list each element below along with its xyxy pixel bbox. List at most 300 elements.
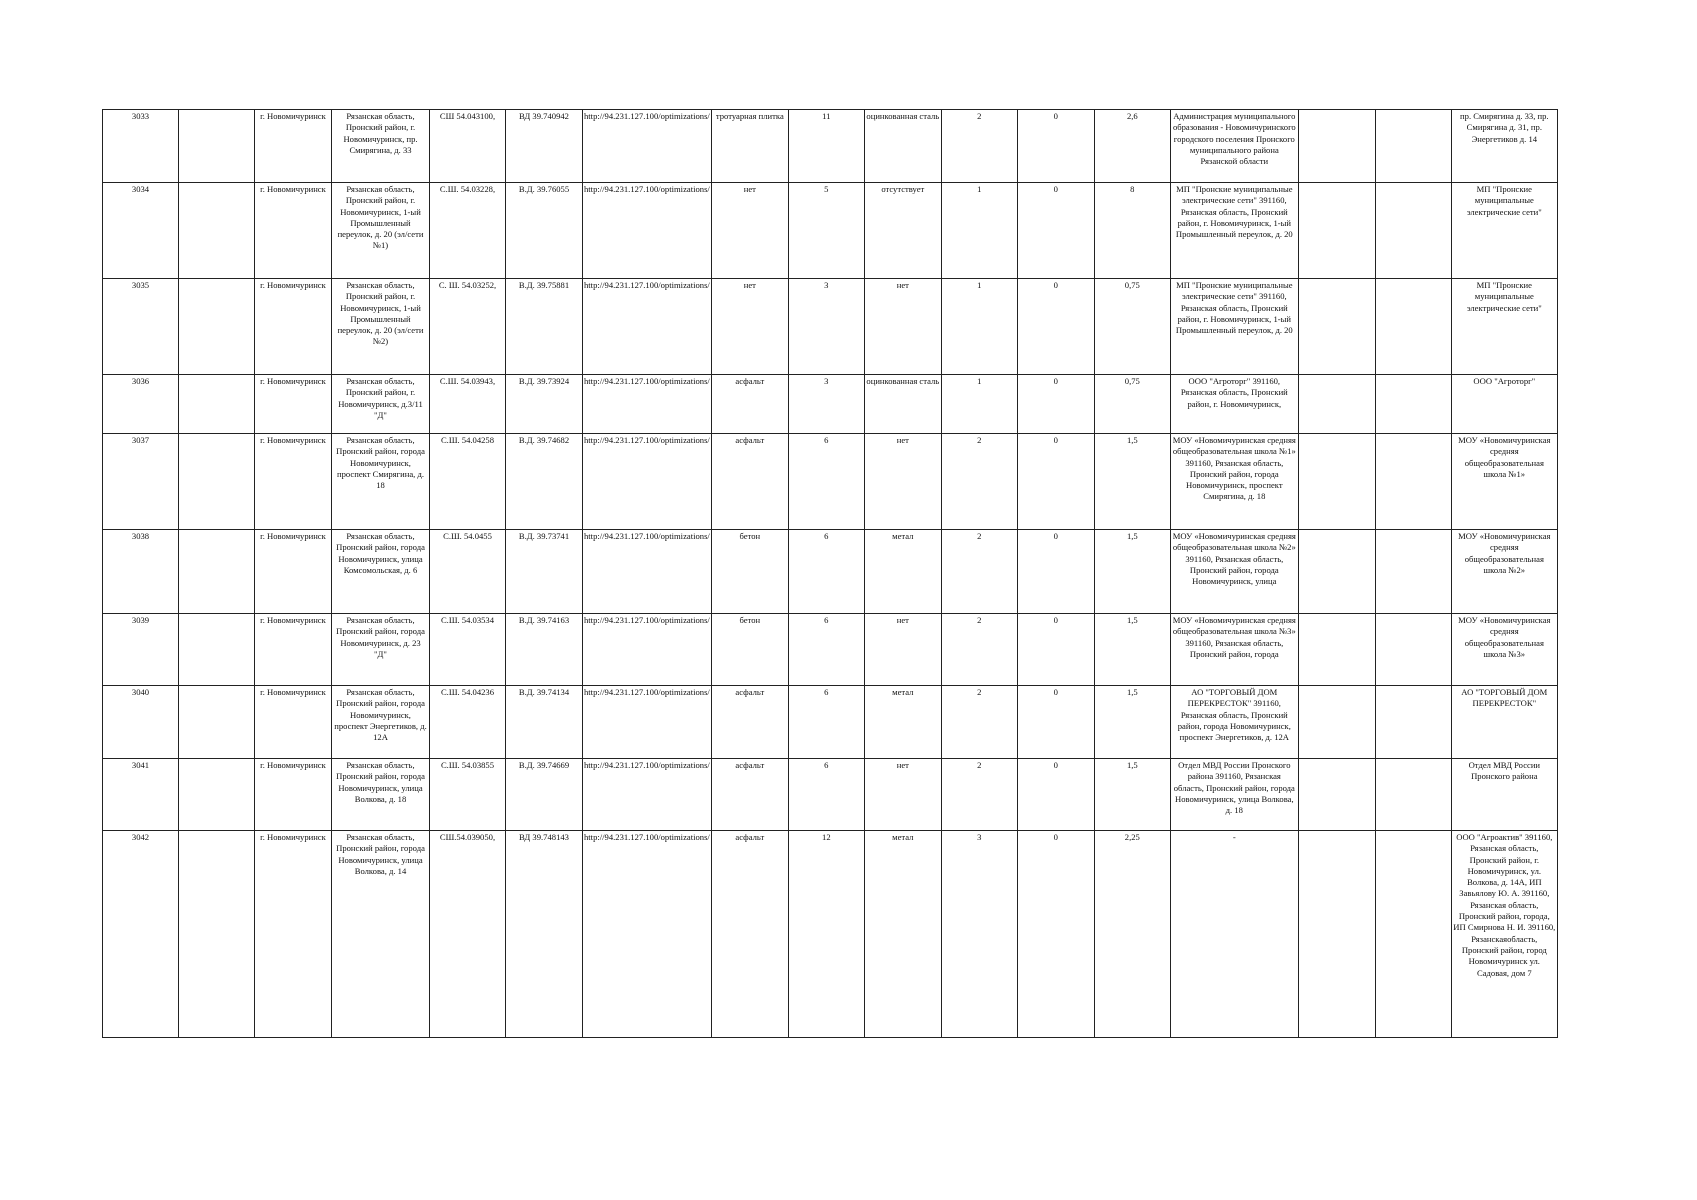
container-count-cell <box>941 183 1017 279</box>
blank-cell <box>1298 110 1375 183</box>
table-row <box>103 375 1558 434</box>
sources-cell <box>1451 530 1557 614</box>
address-cell <box>332 614 430 686</box>
address-cell <box>332 279 430 375</box>
city-cell-text: г. Новомичуринск <box>260 531 326 541</box>
owner-cell <box>1170 110 1298 183</box>
row-number-text: 3038 <box>131 531 150 541</box>
fence-cell-text: нет <box>896 280 909 290</box>
url-cell-text: http://94.231.127.100/optimizations/ <box>584 687 710 697</box>
address-cell-text: Рязанская область, Пронский район, города Новомичуринск, д. 23 "Д" <box>336 615 425 659</box>
latitude-cell-text: С.Ш. 54.03228, <box>439 184 496 194</box>
container-count-cell-text: 2 <box>977 531 982 541</box>
latitude-cell <box>430 759 506 831</box>
owner-cell <box>1170 434 1298 530</box>
city-cell-text: г. Новомичуринск <box>260 615 326 625</box>
sources-cell-text: МП "Пронские муниципальные электрические сети" <box>1466 184 1542 217</box>
volume-cell <box>1094 183 1170 279</box>
owner-cell <box>1170 183 1298 279</box>
volume-cell-text: 1,5 <box>1126 435 1138 445</box>
blank-cell <box>1298 530 1375 614</box>
planned-count-cell <box>1017 375 1094 434</box>
sources-cell-text: АО "ТОРГОВЫЙ ДОМ ПЕРЕКРЕСТОК" <box>1461 687 1548 709</box>
row-number <box>103 110 179 183</box>
sources-cell-text: МОУ «Новомичуринская средняя общеобразовательная школа №1» <box>1458 435 1551 479</box>
area-cell <box>788 279 864 375</box>
address-cell <box>332 183 430 279</box>
blank-cell <box>1375 831 1451 1038</box>
area-cell-text: 6 <box>824 615 829 625</box>
address-cell-text: Рязанская область, Пронский район, г. Новомичуринск, пр. Смирягина, д. 33 <box>343 111 418 155</box>
planned-count-cell-text: 0 <box>1053 184 1058 194</box>
latitude-cell <box>430 686 506 759</box>
container-count-cell-text: 1 <box>977 184 982 194</box>
city-cell-text: г. Новомичуринск <box>260 687 326 697</box>
surface-cell-text: асфальт <box>735 435 765 445</box>
row-number-text: 3033 <box>131 111 150 121</box>
address-cell-text: Рязанская область, Пронский район, города Новомичуринск, проспект Смирягина, д. 18 <box>336 435 425 491</box>
row-number-text: 3040 <box>131 687 150 697</box>
city-cell-text: г. Новомичуринск <box>260 280 326 290</box>
address-cell-text: Рязанская область, Пронский район, г. Новомичуринск, 1-ый Промышленный переулок, д. 20 (эл/сети №1) <box>337 184 424 251</box>
row-number-text: 3037 <box>131 435 150 445</box>
table-row <box>103 614 1558 686</box>
owner-cell <box>1170 686 1298 759</box>
latitude-cell <box>430 434 506 530</box>
address-cell-text: Рязанская область, Пронский район, г. Новомичуринск, д.3/11 "Д" <box>338 376 423 420</box>
surface-cell <box>711 279 788 375</box>
owner-cell-text: МП "Пронские муниципальные электрические сети" 391160, Рязанская область, Пронский район, г. Новомичуринск, 1-ый Промышленный переулок, д. 20 <box>1175 184 1293 240</box>
planned-count-cell <box>1017 110 1094 183</box>
blank-cell <box>179 434 255 530</box>
blank-cell <box>1298 434 1375 530</box>
address-cell <box>332 375 430 434</box>
surface-cell-text: асфальт <box>735 687 765 697</box>
container-count-cell <box>941 759 1017 831</box>
owner-cell <box>1170 759 1298 831</box>
city-cell <box>255 110 332 183</box>
city-cell <box>255 614 332 686</box>
url-cell <box>583 614 712 686</box>
longitude-cell-text: В.Д. 39.75881 <box>518 280 570 290</box>
fence-cell <box>864 110 941 183</box>
sources-cell-text: ООО "Агроактив" 391160, Рязанская область, Пронский район, г. Новомичуринск, ул. Волкова, д. 14А, ИП Завьялову Ю. А. 391160, Рязанская область, Пронский район, города, ИП Смирнова Н. И. 391160, Рязанскаяобласть, Пронский район, город Новомичуринск ул. Садовая, дом 7 <box>1453 832 1556 978</box>
fence-cell-text: нет <box>896 760 909 770</box>
latitude-cell-text: С.Ш. 54.03943, <box>439 376 496 386</box>
fence-cell-text: метал <box>892 531 914 541</box>
sources-cell <box>1451 279 1557 375</box>
url-cell <box>583 375 712 434</box>
row-number <box>103 831 179 1038</box>
volume-cell-text: 1,5 <box>1126 531 1138 541</box>
latitude-cell <box>430 530 506 614</box>
url-cell <box>583 434 712 530</box>
sources-cell-text: ООО "Агроторг" <box>1473 376 1536 386</box>
city-cell-text: г. Новомичуринск <box>260 760 326 770</box>
longitude-cell <box>506 759 583 831</box>
fence-cell <box>864 759 941 831</box>
area-cell <box>788 530 864 614</box>
container-count-cell-text: 1 <box>977 280 982 290</box>
sources-cell-text: МОУ «Новомичуринская средняя общеобразовательная школа №3» <box>1458 615 1551 659</box>
latitude-cell-text: С. Ш. 54.03252, <box>438 280 497 290</box>
city-cell <box>255 530 332 614</box>
surface-cell-text: нет <box>743 280 756 290</box>
owner-cell <box>1170 831 1298 1038</box>
owner-cell <box>1170 530 1298 614</box>
fence-cell <box>864 434 941 530</box>
url-cell-text: http://94.231.127.100/optimizations/ <box>584 531 710 541</box>
address-cell <box>332 434 430 530</box>
planned-count-cell <box>1017 279 1094 375</box>
blank-cell <box>179 279 255 375</box>
fence-cell <box>864 279 941 375</box>
url-cell <box>583 686 712 759</box>
container-count-cell-text: 2 <box>977 111 982 121</box>
container-count-cell <box>941 434 1017 530</box>
longitude-cell <box>506 183 583 279</box>
url-cell <box>583 110 712 183</box>
blank-cell <box>1375 434 1451 530</box>
latitude-cell <box>430 614 506 686</box>
url-cell-text: http://94.231.127.100/optimizations/ <box>584 615 710 625</box>
area-cell <box>788 831 864 1038</box>
volume-cell-text: 8 <box>1130 184 1135 194</box>
sources-cell <box>1451 831 1557 1038</box>
table-row <box>103 279 1558 375</box>
blank-cell <box>179 686 255 759</box>
container-count-cell <box>941 831 1017 1038</box>
url-cell <box>583 183 712 279</box>
url-cell-text: http://94.231.127.100/optimizations/ <box>584 111 710 121</box>
row-number <box>103 183 179 279</box>
owner-cell-text: МОУ «Новомичуринская средняя общеобразовательная школа №3» 391160, Рязанская область, Пронский район, города <box>1172 615 1296 659</box>
sources-cell-text: МП "Пронские муниципальные электрические сети" <box>1466 280 1542 313</box>
owner-cell <box>1170 279 1298 375</box>
blank-cell <box>179 759 255 831</box>
area-cell-text: 3 <box>824 376 829 386</box>
blank-cell <box>1375 183 1451 279</box>
sources-cell-text: пр. Смирягина д. 33, пр. Смирягина д. 31, пр. Энергетиков д. 14 <box>1460 111 1549 144</box>
container-count-cell <box>941 530 1017 614</box>
planned-count-cell-text: 0 <box>1053 376 1058 386</box>
volume-cell-text: 0,75 <box>1124 376 1140 386</box>
blank-cell <box>1375 614 1451 686</box>
area-cell <box>788 375 864 434</box>
volume-cell-text: 1,5 <box>1126 760 1138 770</box>
city-cell-text: г. Новомичуринск <box>260 376 326 386</box>
address-cell-text: Рязанская область, Пронский район, города Новомичуринск, улица Волкова, д. 18 <box>336 760 425 804</box>
surface-cell <box>711 375 788 434</box>
city-cell <box>255 375 332 434</box>
surface-cell-text: нет <box>743 184 756 194</box>
volume-cell <box>1094 530 1170 614</box>
fence-cell-text: нет <box>896 615 909 625</box>
fence-cell-text: отсутствует <box>881 184 925 194</box>
table-row <box>103 831 1558 1038</box>
owner-cell-text: МП "Пронские муниципальные электрические сети" 391160, Рязанская область, Пронский район, г. Новомичуринск, 1-ый Промышленный переулок, д. 20 <box>1175 280 1293 336</box>
url-cell-text: http://94.231.127.100/optimizations/ <box>584 760 710 770</box>
planned-count-cell <box>1017 686 1094 759</box>
blank-cell <box>1298 686 1375 759</box>
latitude-cell <box>430 279 506 375</box>
fence-cell-text: метал <box>892 832 914 842</box>
url-cell <box>583 279 712 375</box>
blank-cell <box>1375 279 1451 375</box>
latitude-cell-text: СШ.54.039050, <box>439 832 496 842</box>
sources-cell <box>1451 375 1557 434</box>
longitude-cell <box>506 614 583 686</box>
volume-cell <box>1094 110 1170 183</box>
container-count-cell <box>941 614 1017 686</box>
volume-cell <box>1094 434 1170 530</box>
longitude-cell-text: В.Д. 39.74682 <box>518 435 570 445</box>
surface-cell-text: асфальт <box>735 376 765 386</box>
address-cell-text: Рязанская область, Пронский район, г. Новомичуринск, 1-ый Промышленный переулок, д. 20 (эл/сети №2) <box>337 280 424 347</box>
sources-cell <box>1451 110 1557 183</box>
container-count-cell-text: 2 <box>977 615 982 625</box>
planned-count-cell-text: 0 <box>1053 280 1058 290</box>
fence-cell <box>864 375 941 434</box>
fence-cell-text: метал <box>892 687 914 697</box>
blank-cell <box>179 614 255 686</box>
blank-cell <box>1375 375 1451 434</box>
surface-cell <box>711 530 788 614</box>
address-cell-text: Рязанская область, Пронский район, города Новомичуринск, улица Волкова, д. 14 <box>336 832 425 876</box>
row-number-text: 3034 <box>131 184 150 194</box>
fence-cell <box>864 183 941 279</box>
sources-cell-text: Отдел МВД России Пронского района <box>1468 760 1541 782</box>
container-count-cell <box>941 375 1017 434</box>
fence-cell-text: нет <box>896 435 909 445</box>
longitude-cell <box>506 434 583 530</box>
longitude-cell <box>506 530 583 614</box>
longitude-cell <box>506 831 583 1038</box>
blank-cell <box>179 530 255 614</box>
latitude-cell-text: С.Ш. 54.04258 <box>440 435 495 445</box>
row-number <box>103 375 179 434</box>
container-count-cell-text: 2 <box>977 687 982 697</box>
address-cell <box>332 110 430 183</box>
container-count-cell <box>941 110 1017 183</box>
volume-cell <box>1094 686 1170 759</box>
sources-cell <box>1451 686 1557 759</box>
surface-cell <box>711 614 788 686</box>
surface-cell <box>711 759 788 831</box>
planned-count-cell <box>1017 530 1094 614</box>
fence-cell-text: оцинкованная сталь <box>866 111 940 121</box>
planned-count-cell <box>1017 831 1094 1038</box>
url-cell <box>583 831 712 1038</box>
area-cell-text: 6 <box>824 531 829 541</box>
sources-cell <box>1451 434 1557 530</box>
blank-cell <box>1298 183 1375 279</box>
container-count-cell <box>941 686 1017 759</box>
row-number <box>103 614 179 686</box>
owner-cell-text: ООО "Агроторг" 391160, Рязанская область, Пронский район, г. Новомичуринск, <box>1180 376 1288 409</box>
owner-cell <box>1170 614 1298 686</box>
planned-count-cell <box>1017 614 1094 686</box>
row-number <box>103 530 179 614</box>
url-cell-text: http://94.231.127.100/optimizations/ <box>584 280 710 290</box>
sources-cell <box>1451 614 1557 686</box>
data-table <box>102 109 1558 1038</box>
latitude-cell-text: С.Ш. 54.0455 <box>443 531 492 541</box>
blank-cell <box>1298 614 1375 686</box>
row-number-text: 3035 <box>131 280 150 290</box>
surface-cell-text: асфальт <box>735 760 765 770</box>
volume-cell <box>1094 614 1170 686</box>
table-row <box>103 434 1558 530</box>
planned-count-cell-text: 0 <box>1053 615 1058 625</box>
volume-cell-text: 0,75 <box>1124 280 1140 290</box>
row-number <box>103 434 179 530</box>
planned-count-cell <box>1017 183 1094 279</box>
table-row <box>103 759 1558 831</box>
city-cell <box>255 279 332 375</box>
blank-cell <box>1375 759 1451 831</box>
longitude-cell-text: В.Д. 39.73924 <box>518 376 570 386</box>
table-row <box>103 183 1558 279</box>
owner-cell-text: МОУ «Новомичуринская средняя общеобразовательная школа №1» 391160, Рязанская область, Пронский район, города Новомичуринск, проспект Смирягина, д. 18 <box>1172 435 1296 502</box>
latitude-cell-text: С.Ш. 54.04236 <box>440 687 495 697</box>
blank-cell <box>1298 759 1375 831</box>
area-cell <box>788 759 864 831</box>
blank-cell <box>179 831 255 1038</box>
address-cell-text: Рязанская область, Пронский район, города Новомичуринск, проспект Энергетиков, д. 12А <box>334 687 427 743</box>
longitude-cell-text: В.Д. 39.74163 <box>518 615 570 625</box>
volume-cell-text: 1,5 <box>1126 615 1138 625</box>
city-cell <box>255 759 332 831</box>
row-number <box>103 279 179 375</box>
owner-cell-text: АО "ТОРГОВЫЙ ДОМ ПЕРЕКРЕСТОК" 391160, Рязанская область, Пронский район, города Новомичуринск, проспект Энергетиков, д. 12А <box>1177 687 1291 743</box>
volume-cell-text: 2,6 <box>1126 111 1138 121</box>
blank-cell <box>1298 831 1375 1038</box>
surface-cell-text: бетон <box>739 615 761 625</box>
area-cell-text: 12 <box>822 832 831 842</box>
surface-cell <box>711 434 788 530</box>
url-cell-text: http://94.231.127.100/optimizations/ <box>584 832 710 842</box>
url-cell-text: http://94.231.127.100/optimizations/ <box>584 184 710 194</box>
longitude-cell <box>506 110 583 183</box>
area-cell-text: 5 <box>824 184 829 194</box>
area-cell <box>788 110 864 183</box>
city-cell-text: г. Новомичуринск <box>260 184 326 194</box>
table-row <box>103 530 1558 614</box>
city-cell-text: г. Новомичуринск <box>260 435 326 445</box>
owner-cell-text: - <box>1232 832 1236 842</box>
blank-cell <box>1298 375 1375 434</box>
container-count-cell <box>941 279 1017 375</box>
row-number-text: 3041 <box>131 760 150 770</box>
latitude-cell <box>430 831 506 1038</box>
owner-cell <box>1170 375 1298 434</box>
table-row <box>103 686 1558 759</box>
planned-count-cell-text: 0 <box>1053 531 1058 541</box>
fence-cell <box>864 530 941 614</box>
blank-cell <box>1375 530 1451 614</box>
latitude-cell-text: С.Ш. 54.03534 <box>440 615 495 625</box>
fence-cell <box>864 686 941 759</box>
area-cell-text: 3 <box>824 280 829 290</box>
fence-cell <box>864 831 941 1038</box>
planned-count-cell-text: 0 <box>1053 760 1058 770</box>
surface-cell-text: бетон <box>739 531 761 541</box>
table-row <box>103 110 1558 183</box>
owner-cell-text: Отдел МВД России Пронского района 391160, Рязанская область, Пронский район, города Новомичуринск, улица Волкова, д. 18 <box>1173 760 1295 816</box>
address-cell <box>332 831 430 1038</box>
city-cell-text: г. Новомичуринск <box>260 832 326 842</box>
row-number-text: 3039 <box>131 615 150 625</box>
volume-cell <box>1094 759 1170 831</box>
volume-cell <box>1094 279 1170 375</box>
longitude-cell-text: В.Д. 39.74134 <box>518 687 570 697</box>
latitude-cell <box>430 183 506 279</box>
city-cell-text: г. Новомичуринск <box>260 111 326 121</box>
longitude-cell <box>506 375 583 434</box>
area-cell <box>788 686 864 759</box>
area-cell-text: 6 <box>824 760 829 770</box>
longitude-cell <box>506 279 583 375</box>
fence-cell <box>864 614 941 686</box>
city-cell <box>255 686 332 759</box>
area-cell-text: 6 <box>824 435 829 445</box>
owner-cell-text: Администрация муниципального образования - Новомичуринского городского поселения Пронского муниципального района Рязанской области <box>1172 111 1296 167</box>
planned-count-cell-text: 0 <box>1053 111 1058 121</box>
area-cell <box>788 183 864 279</box>
surface-cell <box>711 686 788 759</box>
volume-cell-text: 2,25 <box>1124 832 1140 842</box>
surface-cell-text: тротуарная плитка <box>715 111 784 121</box>
blank-cell <box>1375 686 1451 759</box>
row-number-text: 3042 <box>131 832 150 842</box>
volume-cell-text: 1,5 <box>1126 687 1138 697</box>
row-number <box>103 759 179 831</box>
sources-cell <box>1451 183 1557 279</box>
volume-cell <box>1094 375 1170 434</box>
area-cell <box>788 614 864 686</box>
container-count-cell-text: 2 <box>977 760 982 770</box>
row-number-text: 3036 <box>131 376 150 386</box>
blank-cell <box>179 183 255 279</box>
volume-cell <box>1094 831 1170 1038</box>
latitude-cell-text: СШ 54.043100, <box>439 111 496 121</box>
planned-count-cell-text: 0 <box>1053 435 1058 445</box>
longitude-cell-text: В.Д. 39.74669 <box>518 760 570 770</box>
blank-cell <box>1375 110 1451 183</box>
row-number <box>103 686 179 759</box>
longitude-cell <box>506 686 583 759</box>
blank-cell <box>1298 279 1375 375</box>
container-count-cell-text: 2 <box>977 435 982 445</box>
latitude-cell <box>430 375 506 434</box>
surface-cell <box>711 110 788 183</box>
latitude-cell-text: С.Ш. 54.03855 <box>440 760 495 770</box>
blank-cell <box>179 110 255 183</box>
planned-count-cell <box>1017 434 1094 530</box>
sources-cell-text: МОУ «Новомичуринская средняя общеобразовательная школа №2» <box>1458 531 1551 575</box>
area-cell <box>788 434 864 530</box>
latitude-cell <box>430 110 506 183</box>
address-cell <box>332 530 430 614</box>
address-cell <box>332 759 430 831</box>
city-cell <box>255 831 332 1038</box>
address-cell-text: Рязанская область, Пронский район, города Новомичуринск, улица Комсомольская, д. 6 <box>336 531 425 575</box>
url-cell <box>583 759 712 831</box>
fence-cell-text: оцинкованная сталь <box>866 376 940 386</box>
url-cell-text: http://94.231.127.100/optimizations/ <box>584 435 710 445</box>
sources-cell <box>1451 759 1557 831</box>
